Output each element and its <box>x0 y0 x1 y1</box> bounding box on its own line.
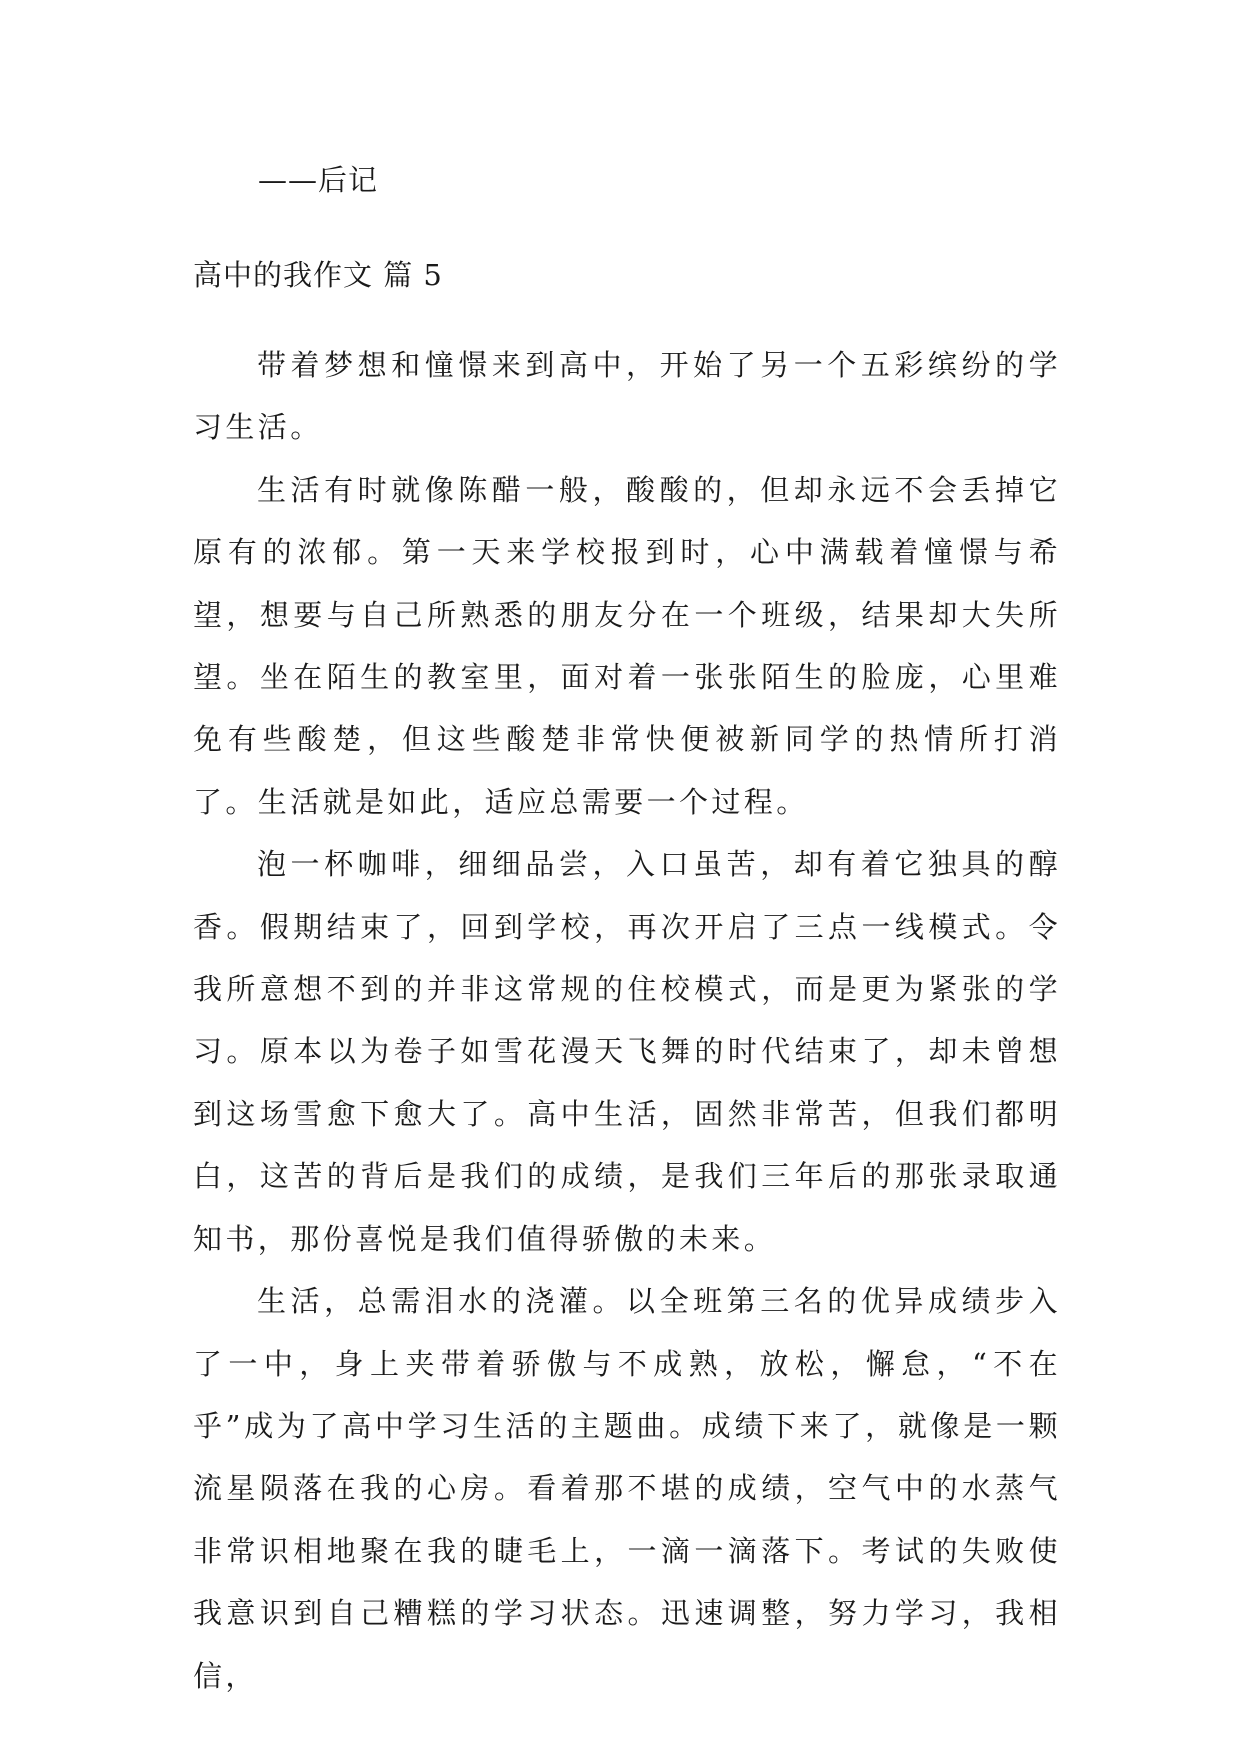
paragraph: 泡一杯咖啡，细细品尝，入口虽苦，却有着它独具的醇香。假期结束了，回到学校，再次开启了三点一线模式。令我所意想不到的并非这常规的住校模式，而是更为紧张的学习。原本以为卷子如雪花漫天飞舞的时代结束了，却未曾想到这场雪愈下愈大了。高中生活，固然非常苦，但我们都明白，这苦的背后是我们的成绩，是我们三年后的那张录取通知书，那份喜悦是我们值得骄傲的未来。 <box>193 847 1061 1256</box>
essay-body <box>193 334 1061 1707</box>
afterword-line: ——后记 <box>258 163 379 197</box>
paragraph: 生活有时就像陈醋一般，酸酸的，但却永远不会丢掉它原有的浓郁。第一天来学校报到时，心中满载着憧憬与希望，想要与自己所熟悉的朋友分在一个班级，结果却大失所望。坐在陌生的教室里，面对着一张张陌生的脸庞，心里难免有些酸楚，但这些酸楚非常快便被新同学的热情所打消了。生活就是如此，适应总需要一个过程。 <box>193 472 1061 819</box>
paragraph: 带着梦想和憧憬来到高中，开始了另一个五彩缤纷的学习生活。 <box>193 348 1061 445</box>
paragraph: 生活，总需泪水的浇灌。以全班第三名的优异成绩步入了一中，身上夹带着骄傲与不成熟，放松，懈怠，“不在乎”成为了高中学习生活的主题曲。成绩下来了，就像是一颗流星陨落在我的心房。看着那不堪的成绩，空气中的水蒸气非常识相地聚在我的睫毛上，一滴一滴落下。考试的失败使我意识到自己糟糕的学习状态。迅速调整，努力学习，我相信， <box>193 1284 1061 1693</box>
section-title: 高中的我作文 篇 5 <box>193 258 443 292</box>
